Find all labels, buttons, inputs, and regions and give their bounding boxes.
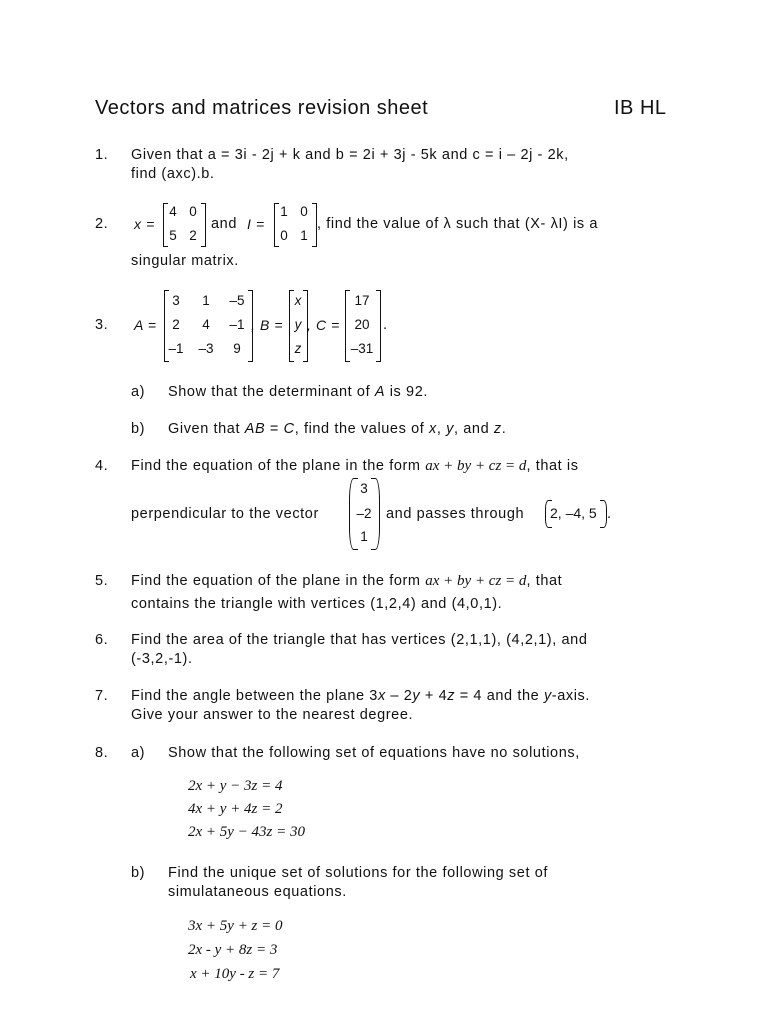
matrix-cell: 1: [300, 228, 308, 243]
question-number-2: 2.: [95, 216, 109, 232]
point-coords: 2, –4, 5: [550, 505, 597, 521]
question-number-6: 6.: [95, 632, 109, 648]
matrix-cell: –1: [168, 341, 184, 356]
matrix-cell: –31: [350, 341, 374, 356]
i-matrix-label: I =: [247, 216, 265, 232]
matrix-cell: 3: [172, 293, 180, 308]
equation: 4x + y + 4z = 2: [188, 801, 283, 817]
question-4-line-1: Find the equation of the plane in the form ax + by + cz = d, that is: [131, 458, 579, 474]
course-label: IB HL: [614, 97, 667, 119]
matrix-cell: 9: [233, 341, 241, 356]
question-7-line-2: Give your answer to the nearest degree.: [131, 707, 414, 723]
matrix-cell: 5: [169, 228, 177, 243]
part-label-3b: b): [131, 421, 146, 437]
matrix-cell: 17: [354, 293, 370, 308]
b-matrix-label: , B =: [251, 317, 284, 333]
matrix-cell: 1: [280, 204, 288, 219]
matrix-cell: –5: [229, 293, 245, 308]
question-1-line-2: find (axc).b.: [131, 166, 215, 182]
paren-right: [371, 478, 380, 550]
x-matrix-label: x =: [134, 216, 155, 232]
vector-cell: 3: [360, 481, 368, 496]
question-4-line-2-mid: and passes through: [386, 506, 525, 522]
matrix-cell: 2: [172, 317, 180, 332]
a-matrix-label: A =: [134, 317, 157, 333]
question-6-line-1: Find the area of the triangle that has vertices (2,1,1), (4,2,1), and: [131, 632, 588, 648]
question-6-line-2: (-3,2,-1).: [131, 651, 193, 667]
part-8b-line-2: simulataneous equations.: [168, 884, 347, 900]
part-3a-text: Show that the determinant of A is 92.: [168, 384, 428, 400]
part-3b-text: Given that AB = C, find the values of x, y, and z.: [168, 421, 507, 437]
matrix-cell: 0: [300, 204, 308, 219]
question-number-5: 5.: [95, 573, 109, 589]
question-number-1: 1.: [95, 147, 109, 163]
matrix-cell: 0: [189, 204, 197, 219]
matrix-cell: x: [294, 293, 302, 308]
paren-right: [600, 500, 607, 528]
matrix-cell: 4: [202, 317, 210, 332]
part-label-8b: b): [131, 865, 146, 881]
question-number-3: 3.: [95, 317, 109, 333]
vector-cell: –2: [356, 506, 372, 521]
c-matrix-label: , C =: [307, 317, 340, 333]
part-label-3a: a): [131, 384, 146, 400]
equation: 2x + 5y − 43z = 30: [188, 824, 306, 840]
matrix-cell: –3: [198, 341, 214, 356]
vector-cell: 1: [360, 529, 368, 544]
question-number-7: 7.: [95, 688, 109, 704]
and-word: and: [211, 216, 237, 232]
matrix-cell: 20: [354, 317, 370, 332]
bracket-right: [376, 290, 381, 362]
equation: 2x - y + 8z = 3: [188, 942, 278, 958]
question-2-line-2: singular matrix.: [131, 253, 239, 269]
question-number-8: 8.: [95, 745, 109, 761]
equation: 3x + 5y + z = 0: [188, 918, 283, 934]
matrix-cell: 4: [169, 204, 177, 219]
matrix-end-period: .: [383, 317, 388, 333]
matrix-cell: 0: [280, 228, 288, 243]
matrix-cell: –1: [229, 317, 245, 332]
equation: 2x + y − 3z = 4: [188, 778, 283, 794]
part-8a-text: Show that the following set of equations have no solutions,: [168, 745, 580, 761]
point-period: .: [607, 506, 612, 522]
question-4-line-2-pre: perpendicular to the vector: [131, 506, 319, 522]
question-7-line-1: Find the angle between the plane 3x – 2y + 4z = 4 and the y-axis.: [131, 688, 591, 704]
question-5-line-1: Find the equation of the plane in the form ax + by + cz = d, that: [131, 573, 563, 589]
matrix-cell: z: [294, 341, 302, 356]
question-number-4: 4.: [95, 458, 109, 474]
question-2-text: , find the value of λ such that (X- λI) is a: [317, 216, 599, 232]
matrix-cell: 1: [202, 293, 210, 308]
part-8b-line-1: Find the unique set of solutions for the following set of: [168, 865, 548, 881]
equation: x + 10y - z = 7: [190, 966, 280, 982]
page-title: Vectors and matrices revision sheet: [95, 97, 429, 119]
question-5-line-2: contains the triangle with vertices (1,2,4) and (4,0,1).: [131, 596, 503, 612]
bracket-right: [201, 203, 206, 247]
matrix-cell: 2: [189, 228, 197, 243]
matrix-cell: y: [294, 317, 302, 332]
part-label-8a: a): [131, 745, 146, 761]
question-1-line-1: Given that a = 3i - 2j + k and b = 2i + 3j - 5k and c = i – 2j - 2k,: [131, 147, 569, 163]
